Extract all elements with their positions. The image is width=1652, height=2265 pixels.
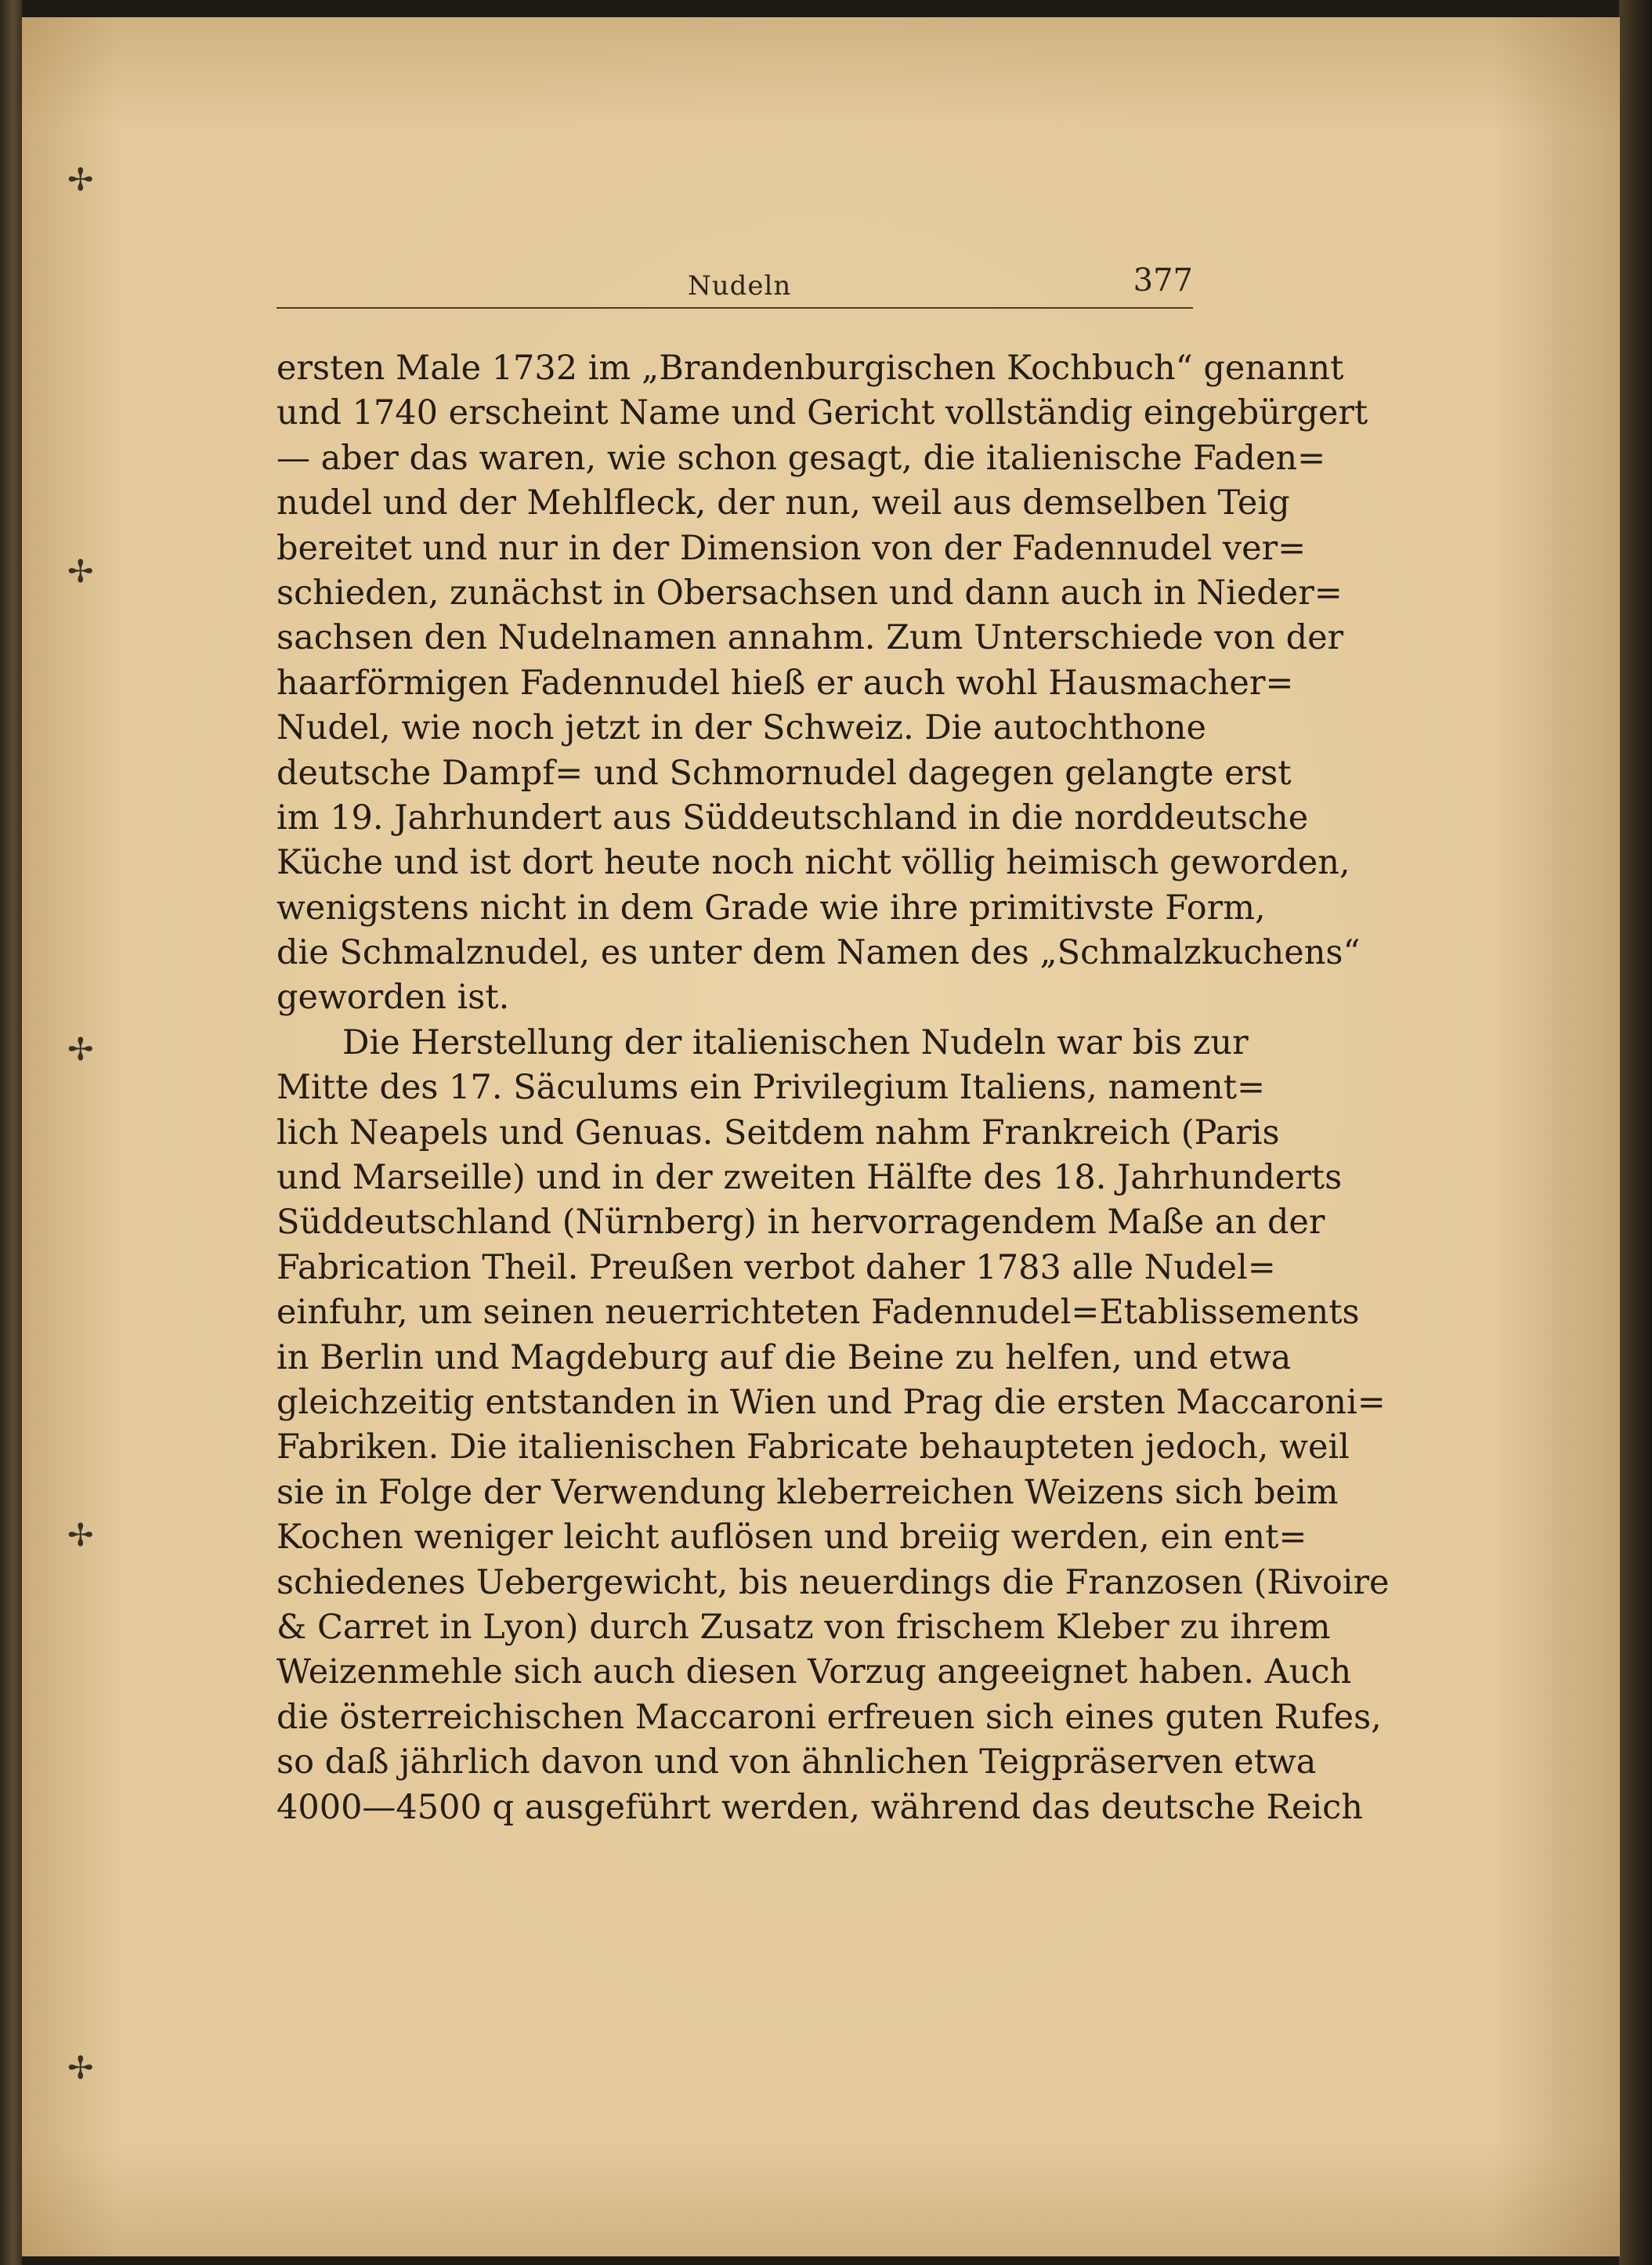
text-line: ersten Male 1732 im „Brandenburgischen Kochbuch“ genannt bbox=[277, 349, 1344, 388]
text-line: sachsen den Nudelnamen annahm. Zum Unterschiede von der bbox=[277, 618, 1344, 658]
text-line: — aber das waren, wie schon gesagt, die italienische Faden= bbox=[277, 438, 1326, 478]
text-line: Fabrication Theil. Preußen verbot daher 1783 alle Nudel= bbox=[277, 1247, 1276, 1287]
text-line: 4000—4500 q ausgeführt werden, während das deutsche Reich bbox=[277, 1787, 1363, 1827]
binding-stitch-icon: ✢ bbox=[67, 1032, 94, 1068]
text-line: Nudel, wie noch jetzt in der Schweiz. Die autochthone bbox=[277, 708, 1206, 748]
text-line: nudel und der Mehlfleck, der nun, weil aus demselben Teig bbox=[277, 483, 1290, 523]
text-line: lich Neapels und Genuas. Seitdem nahm Frankreich (Paris bbox=[277, 1113, 1280, 1152]
text-line: schiedenes Uebergewicht, bis neuerdings die Franzosen (Rivoire bbox=[277, 1562, 1390, 1602]
binding-stitch-icon: ✢ bbox=[67, 2050, 94, 2086]
text-line: & Carret in Lyon) durch Zusatz von frischem Kleber zu ihrem bbox=[277, 1607, 1331, 1647]
binding-stitch-icon: ✢ bbox=[67, 1518, 94, 1554]
book-binding bbox=[0, 0, 22, 2265]
text-line: so daß jährlich davon und von ähnlichen Teigpräserven etwa bbox=[277, 1742, 1317, 1782]
text-line: die Schmalznudel, es unter dem Namen des „Schmalzkuchens“ bbox=[277, 933, 1361, 973]
text-line: im 19. Jahrhundert aus Süddeutschland in die norddeutsche bbox=[277, 798, 1309, 838]
text-line: gleichzeitig entstanden in Wien und Prag die ersten Maccaroni= bbox=[277, 1382, 1386, 1422]
text-line: in Berlin und Magdeburg auf die Beine zu helfen, und etwa bbox=[277, 1337, 1292, 1377]
text-line: einfuhr, um seinen neuerrichteten Fadennudel=Etablissements bbox=[277, 1293, 1360, 1333]
text-line: Mitte des 17. Säculums ein Privilegium Italiens, nament= bbox=[277, 1068, 1266, 1108]
text-line: die österreichischen Maccaroni erfreuen sich eines guten Rufes, bbox=[277, 1697, 1382, 1737]
page-header bbox=[277, 262, 1193, 309]
header-rule bbox=[277, 307, 1193, 309]
running-head: Nudeln bbox=[688, 270, 792, 302]
text-line: und 1740 erscheint Name und Gericht vollständig eingebürgert bbox=[277, 393, 1368, 433]
text-line: Kochen weniger leicht auflösen und breiig werden, ein ent= bbox=[277, 1518, 1307, 1558]
page-number: 377 bbox=[1133, 262, 1193, 299]
binding-stitch-icon: ✢ bbox=[67, 554, 94, 590]
text-line: wenigstens nicht in dem Grade wie ihre primitivste Form, bbox=[277, 888, 1266, 928]
text-line: schieden, zunächst in Obersachsen und dann auch in Nieder= bbox=[277, 573, 1343, 613]
text-line: Süddeutschland (Nürnberg) in hervorragendem Maße an der bbox=[277, 1203, 1325, 1243]
body-text bbox=[277, 346, 1390, 1830]
text-line: Weizenmehle sich auch diesen Vorzug angeeignet haben. Auch bbox=[277, 1652, 1352, 1692]
text-line: Fabriken. Die italienischen Fabricate behaupteten jedoch, weil bbox=[277, 1427, 1350, 1467]
page-edge bbox=[1619, 0, 1652, 2265]
binding-stitch-icon: ✢ bbox=[67, 162, 94, 198]
text-line: bereitet und nur in der Dimension von der Fadennudel ver= bbox=[277, 528, 1307, 568]
text-line: sie in Folge der Verwendung kleberreichen Weizens sich beim bbox=[277, 1472, 1339, 1512]
text-line: haarförmigen Fadennudel hieß er auch wohl Hausmacher= bbox=[277, 663, 1294, 703]
text-line: deutsche Dampf= und Schmornudel dagegen gelangte erst bbox=[277, 753, 1292, 793]
text-line: und Marseille) und in der zweiten Hälfte des 18. Jahrhunderts bbox=[277, 1158, 1343, 1198]
text-line: geworden ist. bbox=[277, 978, 510, 1018]
text-line: Die Herstellung der italienischen Nudeln war bis zur bbox=[342, 1022, 1249, 1062]
text-line: Küche und ist dort heute noch nicht völlig heimisch geworden, bbox=[277, 843, 1350, 883]
